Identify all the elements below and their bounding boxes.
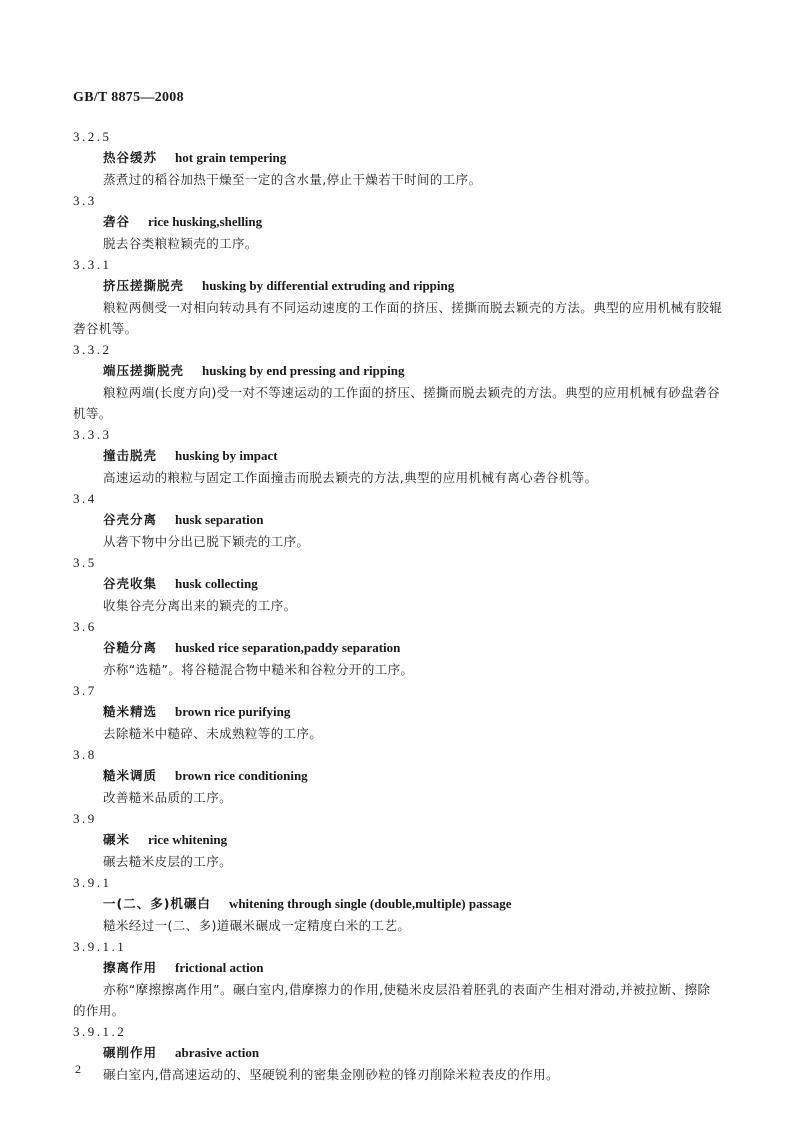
term-line [103, 1042, 723, 1064]
term-definition: 糙米经过一(二、多)道碾米碾成一定精度白米的工艺。 [103, 918, 411, 933]
term-line [103, 957, 723, 979]
term-line [103, 360, 723, 382]
term-definition: 粮粒两侧受一对相向转动具有不同运动速度的工作面的挤压、搓撕而脱去颖壳的方法。典型的应用机械有胶辊砻谷机等。 [73, 300, 723, 336]
term-definition: 脱去谷类粮粒颖壳的工序。 [103, 236, 258, 251]
term-chinese: 碾削作用 [103, 1045, 158, 1060]
term-english: whitening through single (double,multiple) passage [228, 896, 512, 911]
entry-number: 3.4 [73, 491, 97, 506]
term-english: husking by differential extruding and ripping [202, 278, 455, 293]
term-entry [73, 340, 723, 425]
entry-number: 3.5 [73, 555, 97, 570]
term-chinese: 砻谷 [103, 214, 131, 229]
term-entry [73, 809, 723, 873]
entry-number: 3.3.1 [73, 257, 112, 272]
term-line [103, 637, 723, 659]
term-entry [73, 191, 723, 255]
term-entry [73, 681, 723, 745]
entry-number: 3.8 [73, 747, 97, 762]
term-line [103, 275, 723, 297]
entry-number: 3.7 [73, 683, 97, 698]
term-entry [73, 425, 723, 489]
term-definition: 碾去糙米皮层的工序。 [103, 854, 233, 869]
term-english: hot grain tempering [175, 150, 287, 165]
term-entry [73, 489, 723, 553]
term-english: brown rice purifying [175, 704, 291, 719]
term-entry [73, 745, 723, 809]
term-definition: 收集谷壳分离出来的颖壳的工序。 [103, 598, 297, 613]
term-definition: 高速运动的粮粒与固定工作面撞击而脱去颖壳的方法,典型的应用机械有离心砻谷机等。 [103, 470, 598, 485]
term-line [103, 701, 723, 723]
entry-number: 3.2.5 [73, 129, 112, 144]
term-english: husk separation [175, 512, 264, 527]
term-chinese: 撞击脱壳 [103, 448, 158, 463]
term-entry [73, 937, 723, 1022]
term-line [103, 211, 723, 233]
term-entry [73, 873, 723, 937]
term-entry [73, 1022, 723, 1086]
entry-number: 3.3.3 [73, 427, 112, 442]
term-definition: 蒸煮过的稻谷加热干燥至一定的含水量,停止干燥若干时间的工序。 [103, 172, 482, 187]
term-definition: 亦称“选糙”。将谷糙混合物中糙米和谷粒分开的工序。 [103, 662, 414, 677]
term-chinese: 糙米精选 [103, 704, 158, 719]
term-english: husk collecting [175, 576, 258, 591]
term-line [103, 147, 723, 169]
page-number: 2 [75, 1062, 81, 1076]
entry-number: 3.3.2 [73, 342, 112, 357]
term-line [103, 573, 723, 595]
term-entry [73, 255, 723, 340]
term-entry [73, 127, 723, 191]
entry-number: 3.9.1.1 [73, 939, 127, 954]
term-line [103, 893, 723, 915]
term-chinese: 谷壳收集 [103, 576, 158, 591]
term-definition: 碾白室内,借高速运动的、坚硬锐利的密集金刚砂粒的锋刃削除米粒表皮的作用。 [103, 1067, 559, 1082]
term-english: husking by impact [175, 448, 278, 463]
term-english: abrasive action [175, 1045, 260, 1060]
entry-number: 3.9.1.2 [73, 1024, 127, 1039]
term-line [103, 509, 723, 531]
term-english: husked rice separation,paddy separation [175, 640, 401, 655]
term-definition: 粮粒两端(长度方向)受一对不等速运动的工作面的挤压、搓撕而脱去颖壳的方法。典型的应用机械有砂盘砻谷机等。 [73, 385, 720, 421]
term-english: rice whitening [148, 832, 228, 847]
entry-number: 3.3 [73, 193, 97, 208]
term-line [103, 765, 723, 787]
term-chinese: 热谷缓苏 [103, 150, 158, 165]
entry-number: 3.9 [73, 811, 97, 826]
entry-number: 3.6 [73, 619, 97, 634]
term-line [103, 829, 723, 851]
standard-code-header: GB/T 8875—2008 [73, 90, 184, 105]
term-line [103, 445, 723, 467]
term-english: brown rice conditioning [175, 768, 308, 783]
term-entry [73, 553, 723, 617]
term-chinese: 谷糙分离 [103, 640, 158, 655]
term-chinese: 糙米调质 [103, 768, 158, 783]
term-english: frictional action [175, 960, 264, 975]
term-definition: 亦称“摩擦擦离作用”。碾白室内,借摩擦力的作用,使糙米皮层沿着胚乳的表面产生相对滑动,并被拉断、擦除的作用。 [73, 982, 711, 1018]
term-entries [73, 127, 723, 1086]
entry-number: 3.9.1 [73, 875, 112, 890]
term-entry [73, 617, 723, 681]
term-chinese: 一(二、多)机碾白 [103, 896, 211, 911]
term-chinese: 端压搓撕脱壳 [103, 363, 185, 378]
term-definition: 从砻下物中分出已脱下颖壳的工序。 [103, 534, 310, 549]
term-chinese: 谷壳分离 [103, 512, 158, 527]
term-chinese: 擦离作用 [103, 960, 158, 975]
term-chinese: 挤压搓撕脱壳 [103, 278, 185, 293]
term-definition: 改善糙米品质的工序。 [103, 790, 233, 805]
term-definition: 去除糙米中糙碎、未成熟粒等的工序。 [103, 726, 323, 741]
term-english: rice husking,shelling [148, 214, 263, 229]
term-english: husking by end pressing and ripping [202, 363, 405, 378]
term-chinese: 碾米 [103, 832, 131, 847]
